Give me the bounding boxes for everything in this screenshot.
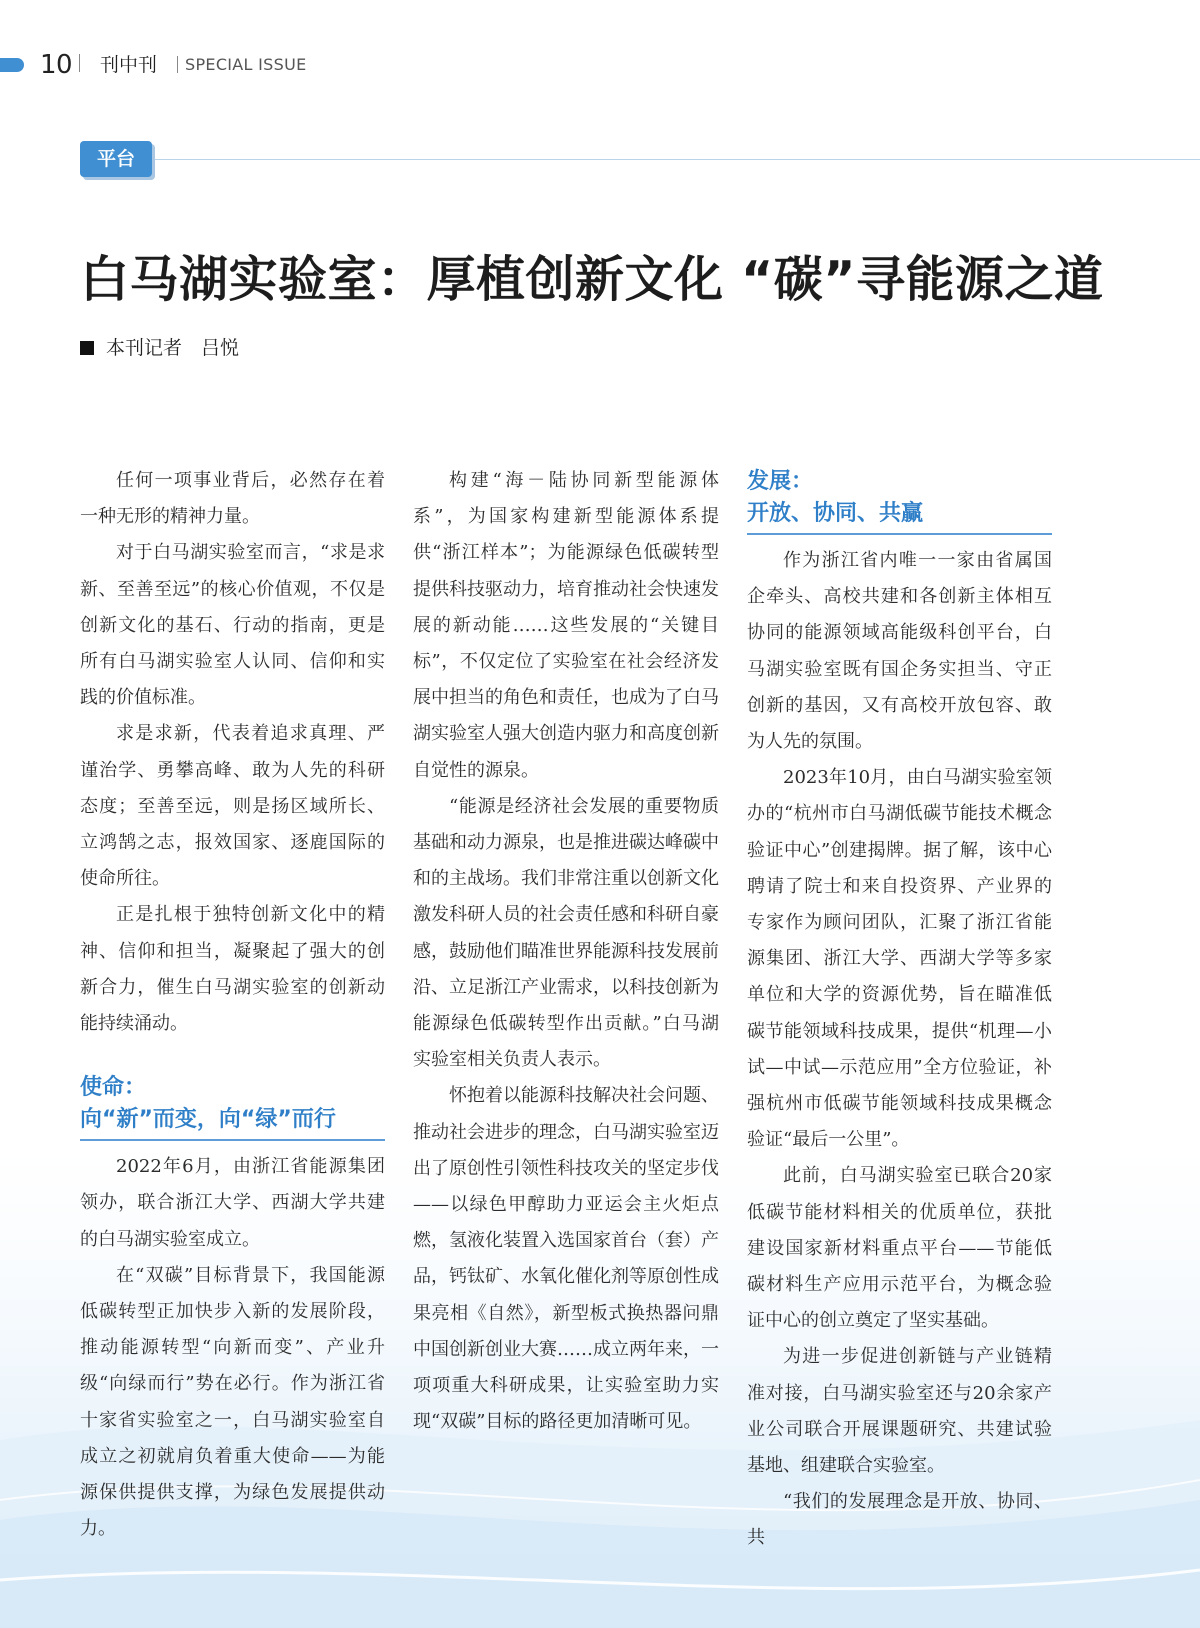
paragraph: 求是求新，代表着追求真理、严谨治学、勇攀高峰、敢为人先的科研态度；至善至远，则是扬区域所长、立鸿鹄之志，报效国家、逐鹿国际的使命所往。 [80,723,385,890]
category-tag: 平台 [80,141,152,177]
subhead-line: 使命： [80,1075,147,1101]
section-subhead [747,466,1052,535]
header-divider [79,54,80,72]
column-2 [413,463,719,1440]
byline-text: 本刊记者 吕悦 [106,337,240,359]
paragraph: “能源是经济社会发展的重要物质基础和动力源泉，也是推进碳达峰碳中和的主战场。我们非常注重以创新文化激发科研人员的社会责任感和科研自豪感，鼓励他们瞄准世界能源科技发展前沿、立足浙江产业需求，以科技创新为能源绿色低碳转型作出贡献。”白马湖实验室相关负责人表示。 [413,795,719,1071]
column-1 [80,463,385,1547]
page-number: 10 [40,50,73,80]
paragraph: 此前，白马湖实验室已联合20家低碳节能材料相关的优质单位，获批建设国家新材料重点平台——节能低碳材料生产应用示范平台，为概念验证中心的创立奠定了坚实基础。 [747,1165,1052,1332]
paragraph: 怀抱着以能源科技解决社会问题、推动社会进步的理念，白马湖实验室迈出了原创性引领性科技攻关的坚定步伐——以绿色甲醇助力亚运会主火炬点燃，氢液化装置入选国家首台（套）产品，钙钛矿、水氧化催化剂等原创性成果亮相《自然》，新型板式换热器问鼎中国创新创业大赛……成立两年来，一项项重大科研成果，让实验室助力实现“双碳”目标的路径更加清晰可见。 [413,1085,719,1433]
paragraph: 为进一步促进创新链与产业链精准对接，白马湖实验室还与20余家产业公司联合开展课题研究、共建试验基地、组建联合实验室。 [747,1346,1052,1477]
byline [80,332,239,364]
paragraph: 任何一项事业背后，必然存在着一种无形的精神力量。 [80,470,385,528]
subhead-line: 开放、协同、共赢 [747,501,924,526]
paragraph: 在“双碳”目标背景下，我国能源低碳转型正加快步入新的发展阶段，推动能源转型“向新而变”、产业升级“向绿而行”势在必行。作为浙江省十家省实验室之一，白马湖实验室自成立之初就肩负着重大使命——为能源保供提供支撑，为绿色发展提供动力。 [80,1264,385,1540]
header-divider [177,56,178,73]
subhead-line: 向“新”而变，向“绿”而行 [80,1107,336,1133]
paragraph: 构建“海－陆协同新型能源体系”，为国家构建新型能源体系提供“浙江样本”；为能源绿色低碳转型提供科技驱动力，培育推动社会快速发展的新动能……这些发展的“关键目标”，不仅定位了实验室在社会经济发展中担当的角色和责任，也成为了白马湖实验室人强大创造内驱力和高度创新自觉性的源泉。 [413,470,719,781]
article-title: 白马湖实验室：厚植创新文化 “碳”寻能源之道 [80,251,1104,308]
byline-square-icon [80,341,94,355]
column-3 [747,466,1052,1557]
issue-label: SPECIAL ISSUE [185,55,307,74]
subhead-line: 发展： [747,469,814,494]
paragraph: “我们的发展理念是开放、协同、共 [747,1491,1052,1549]
running-header [0,48,1200,82]
header-tab-marker [0,58,24,72]
paragraph: 2022年6月，由浙江省能源集团领办，联合浙江大学、西湖大学共建的白马湖实验室成立。 [80,1156,385,1250]
section-name: 刊中刊 [100,54,158,76]
tag-rule [140,159,1200,160]
paragraph: 正是扎根于独特创新文化中的精神、信仰和担当，凝聚起了强大的创新合力，催生白马湖实验室的创新动能持续涌动。 [80,904,385,1035]
paragraph: 作为浙江省内唯一一家由省属国企牵头、高校共建和各创新主体相互协同的能源领域高能级科创平台，白马湖实验室既有国企务实担当、守正创新的基因，又有高校开放包容、敢为人先的氛围。 [747,550,1052,753]
section-subhead [80,1072,385,1141]
paragraph: 对于白马湖实验室而言，“求是求新、至善至远”的核心价值观，不仅是创新文化的基石、行动的指南，更是所有白马湖实验室人认同、信仰和实践的价值标准。 [80,542,385,709]
paragraph: 2023年10月，由白马湖实验室领办的“杭州市白马湖低碳节能技术概念验证中心”创建揭牌。据了解，该中心聘请了院士和来自投资界、产业界的专家作为顾问团队，汇聚了浙江省能源集团、浙江大学、西湖大学等多家单位和大学的资源优势，旨在瞄准低碳节能领域科技成果，提供“机理—小试—中试—示范应用”全方位验证，补强杭州市低碳节能领域科技成果概念验证“最后一公里”。 [747,767,1052,1151]
